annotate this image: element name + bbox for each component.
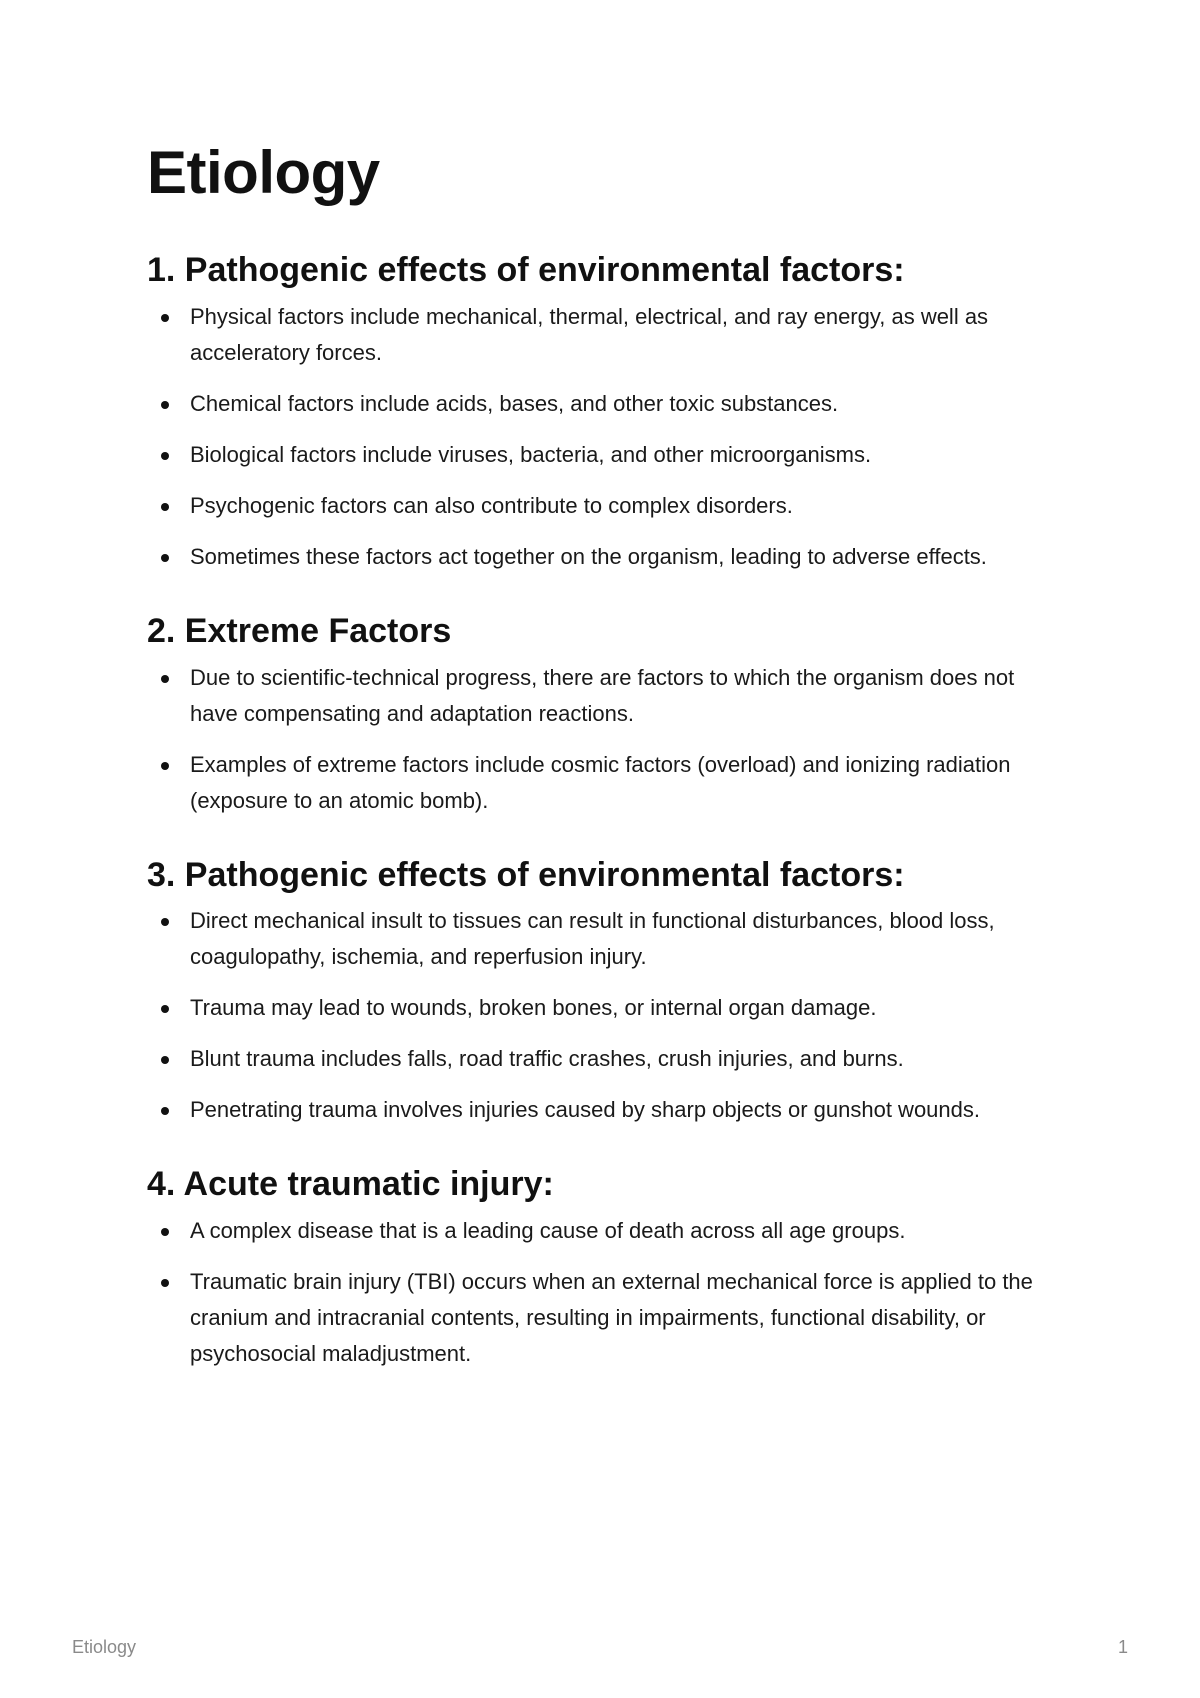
list-item: A complex disease that is a leading cause of death across all age groups. <box>147 1213 1067 1249</box>
bullet-list <box>147 299 1067 575</box>
list-item: Penetrating trauma involves injuries caused by sharp objects or gunshot wounds. <box>147 1092 1067 1128</box>
list-item: Trauma may lead to wounds, broken bones, or internal organ damage. <box>147 990 1067 1026</box>
section-heading: 1. Pathogenic effects of environmental factors: <box>147 251 905 289</box>
list-item: Blunt trauma includes falls, road traffic crashes, crush injuries, and burns. <box>147 1041 1067 1077</box>
list-item: Direct mechanical insult to tissues can result in functional disturbances, blood loss, coagulopathy, ischemia, and reperfusion injury. <box>147 903 1067 975</box>
section-heading: 4. Acute traumatic injury: <box>147 1165 554 1204</box>
section-heading: 2. Extreme Factors <box>147 611 452 650</box>
footer-document-title: Etiology <box>72 1637 137 1657</box>
bullet-list <box>147 1213 1067 1372</box>
list-item: Due to scientific-technical progress, there are factors to which the organism does not have compensating and adaptation reactions. <box>147 660 1067 732</box>
list-item: Chemical factors include acids, bases, and other toxic substances. <box>147 386 1067 422</box>
bullet-list <box>147 660 1067 819</box>
section-pathogenic-effects <box>147 855 1067 1129</box>
section-acute-traumatic-injury <box>147 1164 1067 1372</box>
section-heading: 3. Pathogenic effects of environmental factors: <box>147 855 905 894</box>
list-item: Biological factors include viruses, bacteria, and other microorganisms. <box>147 437 1067 473</box>
list-item: Sometimes these factors act together on the organism, leading to adverse effects. <box>147 539 1067 575</box>
page-footer <box>72 1637 1128 1658</box>
page-content <box>147 140 1067 1408</box>
footer-page-number: 1 <box>1117 1637 1128 1657</box>
section-extreme-factors <box>147 611 1067 819</box>
bullet-list <box>147 903 1067 1128</box>
list-item: Examples of extreme factors include cosmic factors (overload) and ionizing radiation (exposure to an atomic bomb). <box>147 747 1067 819</box>
section-environmental-factors <box>147 250 1067 575</box>
list-item: Physical factors include mechanical, thermal, electrical, and ray energy, as well as acceleratory forces. <box>147 299 1067 371</box>
list-item: Traumatic brain injury (TBI) occurs when an external mechanical force is applied to the cranium and intracranial contents, resulting in impairments, functional disability, or psychosocial maladjustment. <box>147 1264 1067 1372</box>
page-title: Etiology <box>147 139 380 206</box>
list-item: Psychogenic factors can also contribute to complex disorders. <box>147 488 1067 524</box>
